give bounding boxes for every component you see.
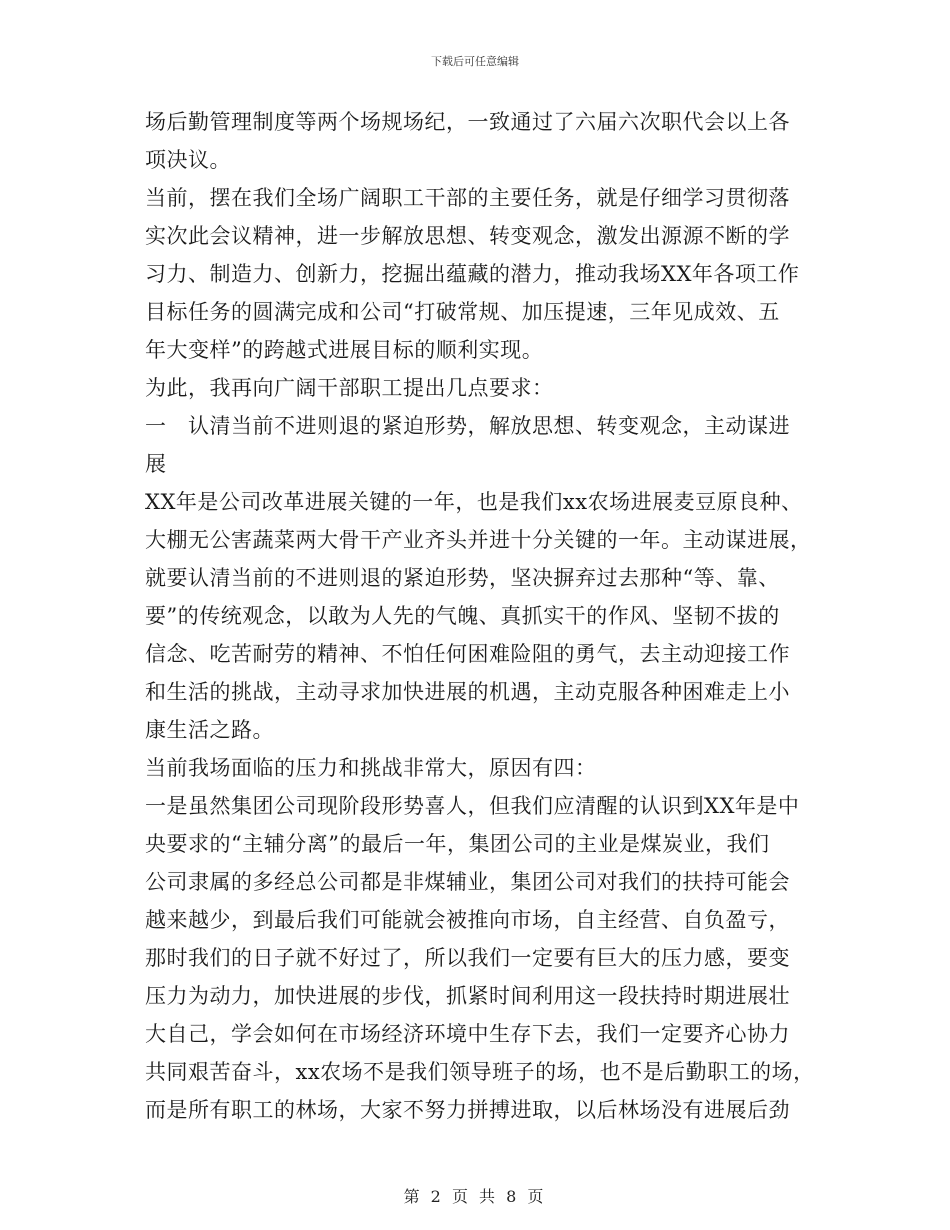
text-line: 共同艰苦奋斗，xx农场不是我们领导班子的场，也不是后勤职工的场， <box>145 1060 815 1084</box>
text-line: 年大变样”的跨越式进展目标的顺利实现。 <box>145 338 544 362</box>
text-line: 当前，摆在我们全场广阔职工干部的主要任务，就是仔细学习贯彻落 <box>145 186 790 210</box>
text-line: 一是虽然集团公司现阶段形势喜人，但我们应清醒的认识到XX年是中 <box>145 794 800 818</box>
text-line: 大棚无公害蔬菜两大骨干产业齐头并进十分关键的一年。主动谋进展， <box>145 528 812 552</box>
text-line: 项决议。 <box>145 148 231 172</box>
section-heading: 一 认清当前不进则退的紧迫形势，解放思想、转变观念，主动谋进 <box>145 414 790 438</box>
document-body <box>145 103 815 1129</box>
text-line: 目标任务的圆满完成和公司“打破常规、加压提速，三年见成效、五 <box>145 300 780 324</box>
text-line: 大自己，学会如何在市场经济环境中生存下去，我们一定要齐心协力 <box>145 1022 790 1046</box>
text-line: XX年是公司改革进展关键的一年，也是我们xx农场进展麦豆原良种、 <box>145 490 803 514</box>
page-number: 第 2 页 共 8 页 <box>403 1187 547 1206</box>
text-line: 公司隶属的多经总公司都是非煤辅业，集团公司对我们的扶持可能会 <box>145 870 790 894</box>
text-line: 央要求的“主辅分离”的最后一年，集团公司的主业是煤炭业，我们 <box>145 832 770 856</box>
text-line: 而是所有职工的林场，大家不努力拼搏进取，以后林场没有进展后劲 <box>145 1098 790 1122</box>
text-line: 要”的传统观念，以敢为人先的气魄、真抓实干的作风、坚韧不拔的 <box>145 604 780 628</box>
section-heading: 展 <box>145 452 167 476</box>
text-line: 压力为动力，加快进展的步伐，抓紧时间利用这一段扶持时期进展壮 <box>145 984 790 1008</box>
text-line: 越来越少，到最后我们可能就会被推向市场，自主经营、自负盈亏， <box>145 908 790 932</box>
text-line: 康生活之路。 <box>145 718 274 742</box>
text-line: 实次此会议精神，进一步解放思想、转变观念，激发出源源不断的学 <box>145 224 790 248</box>
text-line: 就要认清当前的不进则退的紧迫形势，坚决摒弃过去那种“等、靠、 <box>145 566 780 590</box>
page-header: 下载后可任意编辑 <box>431 55 519 68</box>
text-line: 场后勤管理制度等两个场规场纪，一致通过了六届六次职代会以上各 <box>145 110 790 134</box>
text-line: 习力、制造力、创新力，挖掘出蕴藏的潜力，推动我场XX年各项工作 <box>145 262 800 286</box>
text-line: 那时我们的日子就不好过了，所以我们一定要有巨大的压力感，要变 <box>145 946 790 970</box>
text-line: 为此，我再向广阔干部职工提出几点要求： <box>145 376 554 400</box>
text-line: 当前我场面临的压力和挑战非常大，原因有四： <box>145 756 597 780</box>
text-line: 信念、吃苦耐劳的精神、不怕任何困难险阻的勇气，去主动迎接工作 <box>145 642 790 666</box>
text-line: 和生活的挑战，主动寻求加快进展的机遇，主动克服各种困难走上小 <box>145 680 790 704</box>
